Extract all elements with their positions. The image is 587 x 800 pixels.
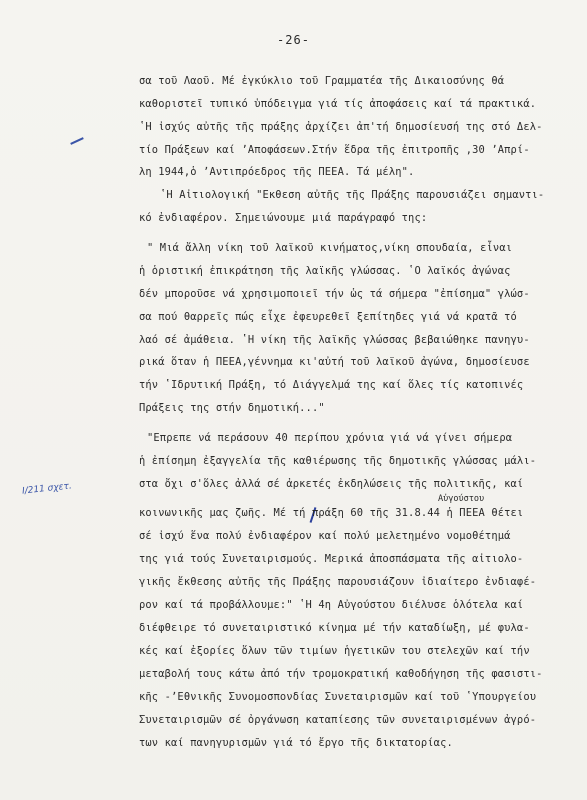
text-line: κοινωνικῆς μας ζωῆς. Μέ τή πράξη 60 τῆς 31.8.44 ἡ ΠΕΕΑ θέτει	[139, 507, 524, 519]
interlinear-insertion: Αὐγούστου	[438, 494, 485, 504]
text-line: κό ἐνδιαφέρον. Σημειώνουμε μιά παράγραφό της:	[139, 212, 428, 224]
text-line: κές καί ἐξορίες ὅλων τῶν τιμίων ἡγετικῶν του στελεχῶν καί τήν	[139, 645, 530, 657]
text-line: ʽΗ ἰσχύς αὐτῆς τῆς πράξης ἀρχίζει ἀπ'τή δημοσίευσή της στό Δελ-	[139, 121, 543, 133]
page-number: -26-	[277, 33, 310, 47]
text-line: μεταβολή τους κάτω ἀπό τήν τρομοκρατική καθοδήγηση τῆς φασιστι-	[139, 668, 543, 680]
text-line: στα ὄχι σ'ὅλες ἀλλά σέ ἀρκετές ἐκδηλώσεις τῆς πολιτικῆς, καί	[139, 478, 524, 490]
text-line: σέ ἰσχύ ἕνα πολύ ἐνδιαφέρον καί πολύ μελετημένο νομοθέτημά	[139, 530, 511, 542]
text-line: σα πού θαρρεῖς πώς εἶχε ἐφευρεθεῖ ξεπίτηδες γιά νά κρατᾶ τό	[139, 311, 517, 323]
text-line: ἡ ὁριστική ἐπικράτηση τῆς λαϊκῆς γλώσσας. ʽΟ λαϊκός ἀγώνας	[139, 265, 511, 277]
text-line: τήν ʽΙδρυτική Πράξη, τό Διάγγελμά της καί ὅλες τίς κατοπινές	[139, 379, 524, 391]
text-line: ρικά ὅταν ἡ ΠΕΕΑ,γέννημα κι'αὐτή τοῦ λαϊκοῦ ἀγώνα, δημοσίευσε	[139, 356, 530, 368]
text-line: ρον καί τά προβάλλουμε:" ʽΗ 4η Αὐγούστου διέλυσε ὁλότελα καί	[139, 599, 524, 611]
text-line: τίο Πράξεων καί ʼΑποφάσεων.Στήν ἕδρα τῆς ἐπιτροπῆς ,30 ʼΑπρί-	[139, 144, 530, 156]
text-line: δέν μποροῦσε νά χρησιμοποιεῖ τήν ὡς τά σήμερα "ἐπίσημα" γλώσ-	[139, 288, 530, 300]
text-line: γικῆς ἔκθεσης αὐτῆς τῆς Πράξης παρουσιάζουν ἰδιαίτερο ἐνδιαφέ-	[139, 576, 537, 588]
text-line: των καί πανηγυρισμῶν γιά τό ἔργο τῆς δικτατορίας.	[139, 737, 453, 749]
text-line: σα τοῦ Λαοῦ. Μέ ἐγκύκλιο τοῦ Γραμματέα τῆς Δικαιοσύνης θά	[139, 75, 505, 87]
text-line: λαό σέ ἀμάθεια. ʽΗ νίκη τῆς λαϊκῆς γλώσσας βεβαιώθηκε πανηγυ-	[139, 334, 530, 346]
text-line: κῆς -ʼΕθνικῆς Συνομοσπονδίας Συνεταιρισμῶν καί τοῦ ʽΥπουργείου	[139, 691, 537, 703]
handwritten-margin-note: Ι/211 σχετ.	[21, 481, 73, 497]
text-line: καθοριστεῖ τυπικό ὑπόδειγμα γιά τίς ἀποφάσεις καί τά πρακτικά.	[139, 98, 537, 110]
text-line: της γιά τούς Συνεταιρισμούς. Μερικά ἀποσπάσματα τῆς αἰτιολο-	[139, 553, 524, 565]
text-line: " Μιά ἄλλη νίκη τοῦ λαϊκοῦ κινήματος,νίκη σπουδαία, εἶναι	[147, 242, 513, 254]
text-line: διέφθειρε τό συνεταιριστικό κίνημα μέ τήν καταδίωξη, μέ φυλα-	[139, 622, 530, 634]
text-line: ʽΗ Αἰτιολογική "Εκθεση αὐτῆς τῆς Πράξης παρουσιάζει σημαντι-	[160, 189, 545, 201]
text-line: Πράξεις της στήν δημοτική..."	[139, 402, 325, 414]
text-line: λη 1944,ὁ ʼΑντιπρόεδρος τῆς ΠΕΕΑ. Τά μέλη".	[139, 166, 415, 178]
margin-arrow-mark	[70, 137, 84, 145]
text-line: "Επρεπε νά περάσουν 40 περίπου χρόνια γιά νά γίνει σήμερα	[147, 432, 513, 444]
text-line: Συνεταιρισμῶν σέ ὀργάνωση καταπίεσης τῶν συνεταιρισμένων ἀγρό-	[139, 714, 537, 726]
text-line: ἡ ἐπίσημη ἐξαγγελία τῆς καθιέρωσης τῆς δημοτικῆς γλώσσας μάλι-	[139, 455, 537, 467]
